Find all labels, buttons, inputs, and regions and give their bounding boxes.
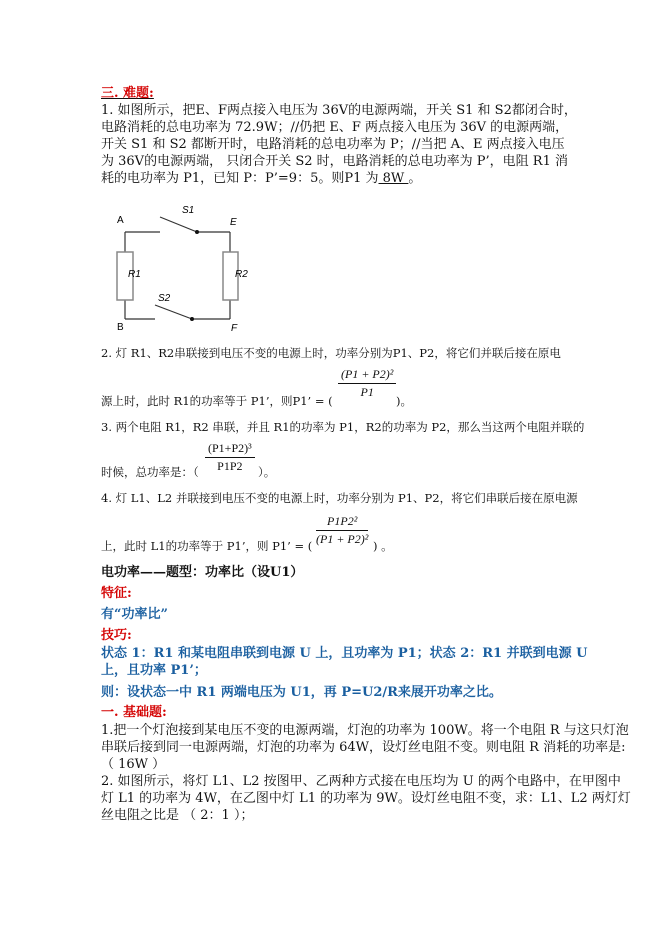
q4-line2: 上，此时 L1的功率等于 P1’，则 P1’ = ( bbox=[101, 539, 313, 553]
label-e: E bbox=[230, 217, 237, 228]
label-r2: R2 bbox=[235, 269, 248, 280]
label-s2: S2 bbox=[158, 293, 171, 304]
label-b: B bbox=[117, 322, 124, 333]
s1-q1-line: （ 16W ） bbox=[101, 757, 166, 772]
label-a: A bbox=[117, 215, 124, 226]
s1-q2-line: 2. 如图所示，将灯 L1、L2 按图甲、乙两种方式接在电压均为 U 的两个电路中，在甲图中 bbox=[101, 774, 621, 789]
topic-title: 电功率——题型：功率比（设U1） bbox=[101, 565, 304, 580]
label-s1: S1 bbox=[182, 205, 195, 216]
q1-line: 开关 S1 和 S2 都断开时，电路消耗的总电功率为 P；//当把 A、E 两点接入电压 bbox=[101, 137, 565, 152]
feature-text: 有“功率比” bbox=[101, 607, 168, 622]
label-r1: R1 bbox=[128, 269, 141, 280]
q3-numerator: (P1+P2)³ bbox=[205, 441, 255, 458]
q2-fraction bbox=[338, 367, 396, 400]
q1-text: 耗的电功率为 P1，已知 P：P’=9：5。则P1 为 bbox=[101, 171, 379, 186]
q1-line: 1. 如图所示，把E、F两点接入电压为 36V的电源两端，开关 S1 和 S2都闭合时， bbox=[101, 103, 577, 118]
q1-line: 为 36V的电源两端， 只闭合开关 S2 时，电路消耗的总电功率为 P’，电阻 R1 消 bbox=[101, 154, 568, 169]
q1-suffix: 。 bbox=[408, 171, 422, 186]
s1-q1-line: 串联后接到同一电源两端，灯泡的功率为 64W，设灯丝电阻不变。则电阻 R 消耗的功率是: bbox=[101, 740, 626, 755]
tips-line2: 上，且功率 P1’； bbox=[101, 663, 207, 678]
q2-line2: 源上时，此时 R1的功率等于 P1’，则P1’ = ( bbox=[101, 394, 333, 408]
q3-line2: 时候，总功率是：（ bbox=[101, 465, 199, 479]
section1-title: 一. 基础题: bbox=[101, 705, 167, 720]
switch-s1 bbox=[160, 217, 197, 232]
q2-numerator: (P1 + P2)² bbox=[338, 367, 396, 384]
tips-line1: 状态 1：R1 和某电阻串联到电源 U 上，且功率为 P1；状态 2：R1 并联到电源 U bbox=[101, 646, 588, 661]
q2-end: )。 bbox=[396, 394, 412, 408]
s1-q1-line: 1.把一个灯泡接到某电压不变的电源两端，灯泡的功率为 100W。将一个电阻 R 与这只灯泡 bbox=[101, 723, 629, 738]
feature-label: 特征: bbox=[101, 586, 132, 601]
s1-q2-line: 丝电阻之比是 （ 2：1 ）； bbox=[101, 808, 254, 823]
label-f: F bbox=[231, 323, 238, 334]
q4-line1: 4. 灯 L1、L2 并联接到电压不变的电源上时，功率分别为 P1、P2，将它们串联后接在原电源 bbox=[101, 491, 578, 505]
section3-title: 三. 难题: bbox=[101, 86, 154, 101]
q3-fraction bbox=[205, 441, 255, 474]
q4-fraction bbox=[316, 514, 368, 547]
q4-denominator: (P1 + P2)² bbox=[316, 532, 369, 546]
q4-end: ) 。 bbox=[373, 539, 393, 553]
q2-denominator: P1 bbox=[360, 385, 374, 399]
q1-line-last bbox=[101, 170, 421, 187]
circuit-diagram bbox=[100, 195, 270, 335]
q3-denominator: P1P2 bbox=[217, 459, 243, 473]
s1-q2-line: 灯 L1 的功率为 4W，在乙图中灯 L1 的功率为 9W。设灯丝电阻不变，求：L1、L2 两灯灯 bbox=[101, 791, 631, 806]
then-text: 则：设状态一中 R1 两端电压为 U1，再 P=U2/R来展开功率之比。 bbox=[101, 685, 502, 700]
q1-line: 电路消耗的总电功率为 72.9W；//仍把 E、F 两点接入电压为 36V 的电源两端， bbox=[101, 120, 569, 135]
q3-end: ）。 bbox=[258, 465, 276, 479]
q3-line1: 3. 两个电阻 R1，R2 串联，并且 R1的功率为 P1，R2的功率为 P2，那么当这两个电阻并联的 bbox=[101, 420, 585, 434]
q4-numerator: P1P2² bbox=[316, 514, 368, 531]
switch-s2 bbox=[155, 305, 192, 319]
q1-answer: 8W bbox=[378, 171, 409, 186]
tips-label: 技巧: bbox=[101, 628, 132, 643]
q2-line1: 2. 灯 R1、R2串联接到电压不变的电源上时，功率分别为P1、P2，将它们并联后接在原电 bbox=[101, 346, 561, 360]
